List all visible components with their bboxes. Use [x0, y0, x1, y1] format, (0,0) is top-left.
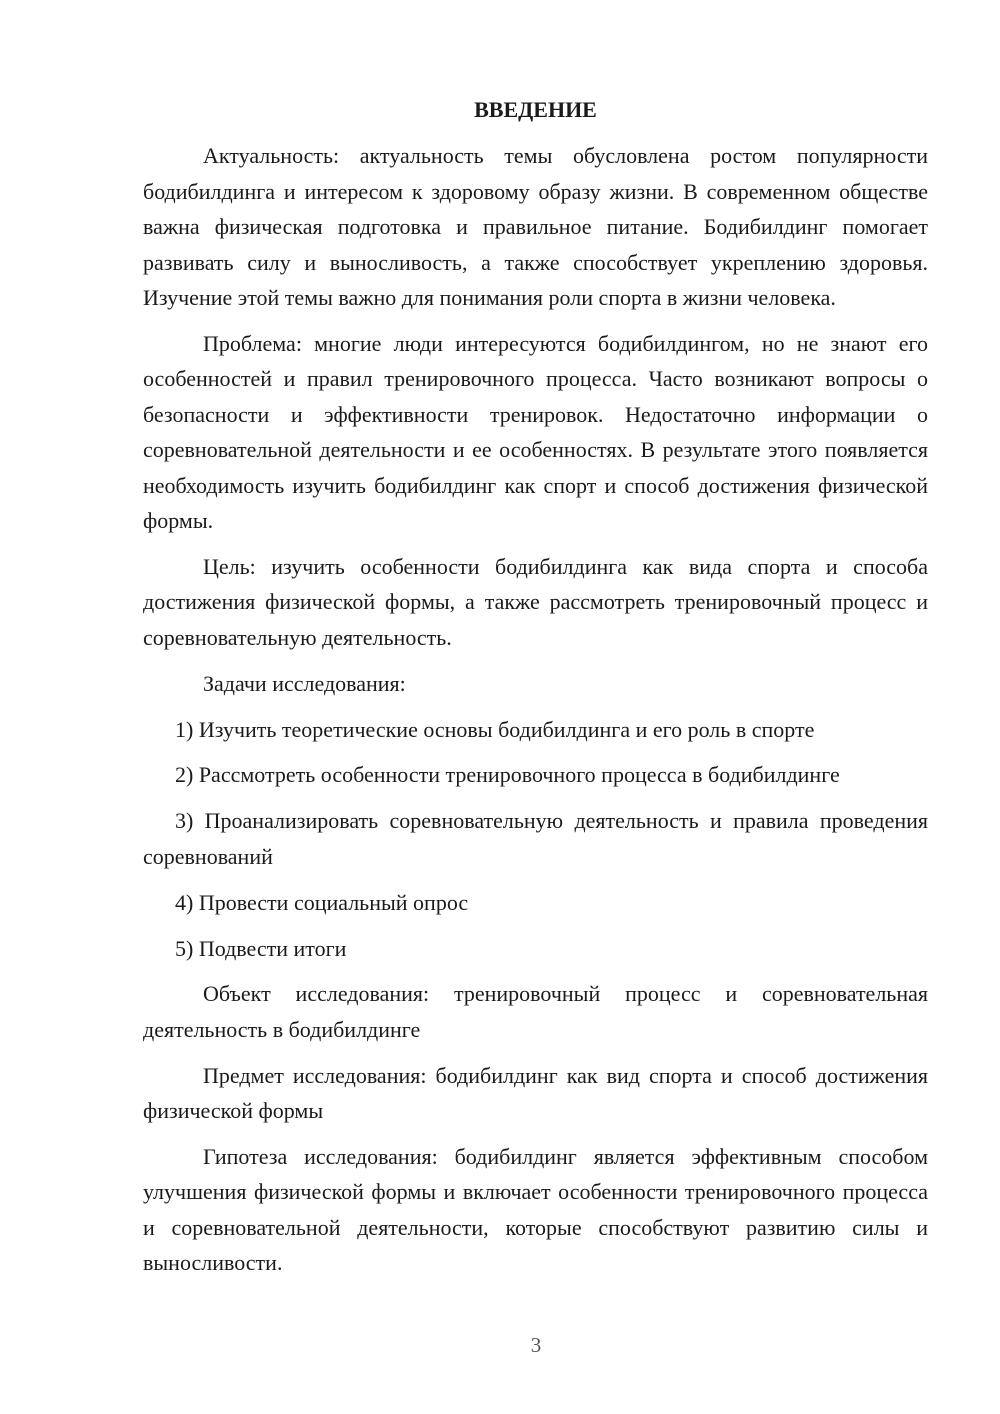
- problem-paragraph: Проблема: многие люди интересуются бодибилдингом, но не знают его особенностей и правил тренировочного процесса. Часто возникают вопросы о безопасности и эффективности тренировок. Недостаточно информации о соревновательной деятельности и ее особенностях. В результате этого появляется необходимость изучить бодибилдинг как спорт и способ достижения физической формы.: [143, 330, 928, 533]
- page-number: 3: [530, 1333, 542, 1357]
- list-item: 1) Изучить теоретические основы бодибилдинга и его роль в спорте: [175, 716, 815, 742]
- tasks-list: [143, 712, 928, 966]
- object-paragraph: Объект исследования: тренировочный процесс и соревновательная деятельность в бодибилдинге: [143, 981, 928, 1042]
- goal-paragraph: Цель: изучить особенности бодибилдинга как вида спорта и способа достижения физической формы, а также рассмотреть тренировочный процесс и соревновательную деятельность.: [143, 553, 928, 650]
- page-heading: ВВЕДЕНИЕ: [474, 97, 597, 122]
- list-item: 4) Провести социальный опрос: [175, 889, 469, 915]
- hypothesis-paragraph: Гипотеза исследования: бодибилдинг является эффективным способом улучшения физической формы и включает особенности тренировочного процесса и соревновательной деятельности, которые способствуют развитию силы и выносливости.: [143, 1144, 928, 1276]
- tasks-title: Задачи исследования:: [203, 670, 406, 696]
- list-item: 2) Рассмотреть особенности тренировочного процесса в бодибилдинге: [175, 762, 840, 788]
- page-body: [143, 92, 928, 1291]
- subject-paragraph: Предмет исследования: бодибилдинг как вид спорта и способ достижения физической формы: [143, 1062, 928, 1124]
- relevance-paragraph: Актуальность: актуальность темы обусловлена ростом популярности бодибилдинга и интересом к здоровому образу жизни. В современном обществе важна физическая подготовка и правильное питание. Бодибилдинг помогает развивать силу и выносливость, а также способствует укреплению здоровья. Изучение этой темы важно для понимания роли спорта в жизни человека.: [143, 143, 928, 311]
- list-item: 5) Подвести итоги: [175, 935, 347, 961]
- list-item: 3) Проанализировать соревновательную деятельность и правила проведения соревнований: [143, 808, 928, 869]
